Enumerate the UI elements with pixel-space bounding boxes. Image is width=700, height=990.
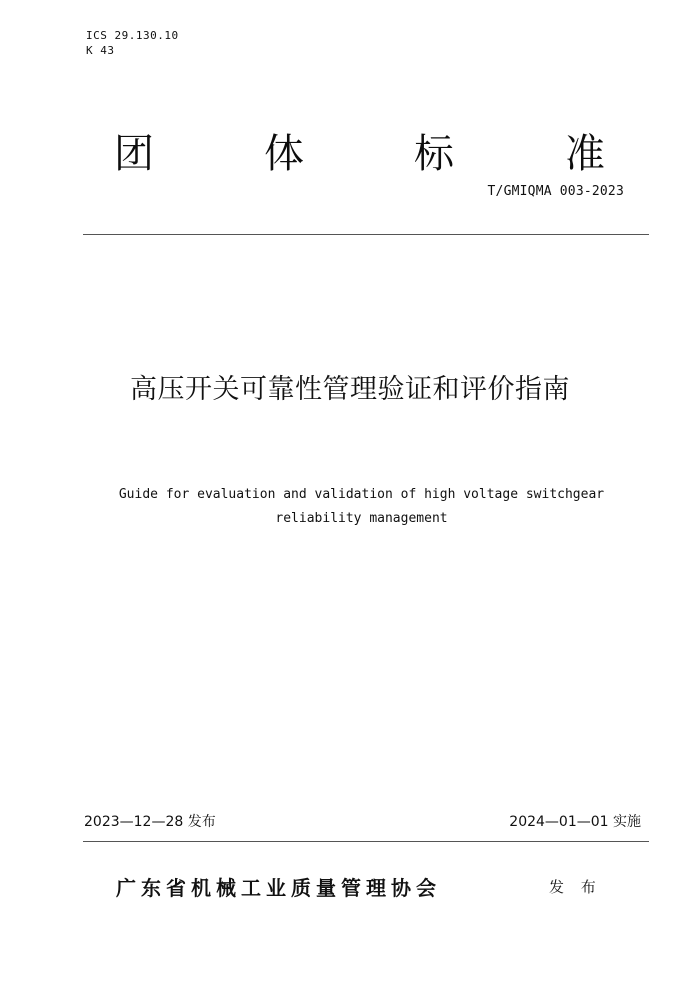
issue-date: 2023—12—28 发布 xyxy=(84,814,216,830)
effective-date: 2024—01—01 实施 xyxy=(509,814,641,830)
document-title-en-line1: Guide for evaluation and validation of high voltage switchgear xyxy=(118,487,605,502)
ics-code: ICS 29.130.10 xyxy=(86,29,179,42)
top-divider xyxy=(83,234,649,235)
bottom-divider xyxy=(83,841,649,842)
document-title-en xyxy=(0,483,700,531)
standard-number: T/GMIQMA 003-2023 xyxy=(487,184,624,199)
standard-type-char-1: 团 xyxy=(114,131,154,177)
standard-type-heading xyxy=(0,124,700,184)
document-title-en-line2: reliability management xyxy=(275,511,448,526)
document-title-zh: 高压开关可靠性管理验证和评价指南 xyxy=(130,374,570,405)
class-code: K 43 xyxy=(86,44,115,57)
standard-type-char-2: 体 xyxy=(264,131,304,177)
publisher-name: 广东省机械工业质量管理协会 xyxy=(116,876,441,900)
standard-type-char-4: 准 xyxy=(565,131,605,177)
publish-label: 发 布 xyxy=(549,878,602,896)
classification-codes xyxy=(86,28,179,58)
standard-type-char-3: 标 xyxy=(414,131,454,177)
